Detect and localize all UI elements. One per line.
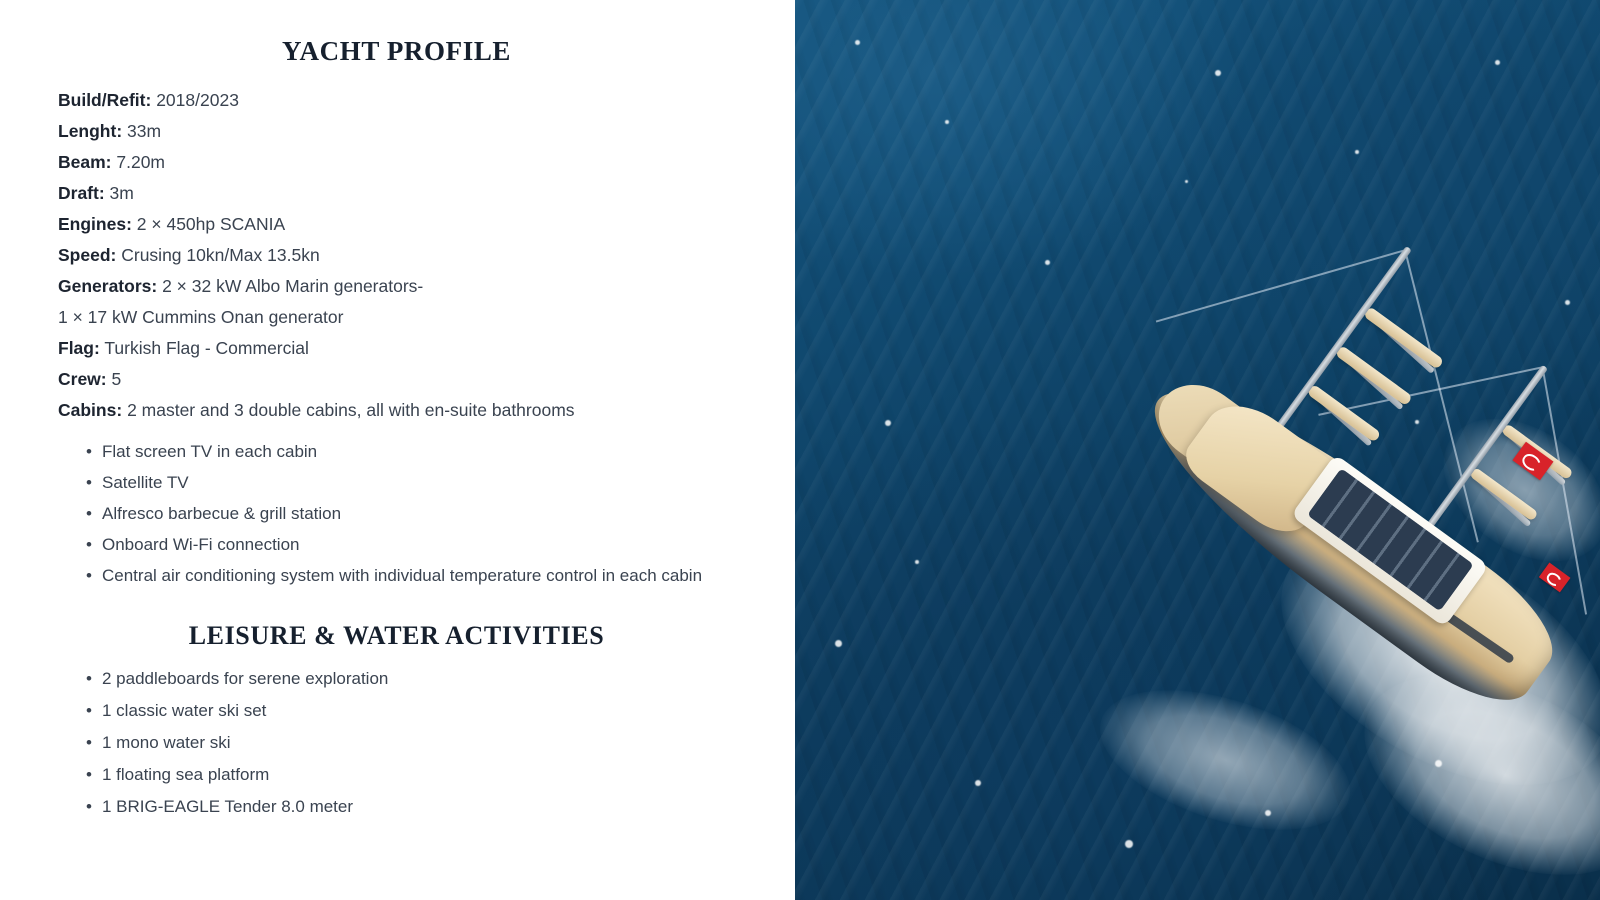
spec-label: Draft: bbox=[58, 183, 105, 203]
list-item: • Onboard Wi-Fi connection bbox=[86, 529, 735, 560]
furled-sail bbox=[1335, 345, 1413, 406]
spec-row bbox=[58, 116, 735, 147]
list-item: • Central air conditioning system with individual temperature control in each cabin bbox=[86, 560, 735, 591]
spec-row bbox=[58, 178, 735, 209]
text-column bbox=[0, 0, 795, 900]
spec-value: 3m bbox=[109, 183, 134, 203]
spec-label: Engines: bbox=[58, 214, 132, 234]
turkish-flag-stern bbox=[1539, 563, 1571, 593]
spec-value: 7.20m bbox=[116, 152, 166, 172]
spec-row bbox=[58, 271, 735, 302]
spec-label: Cabins: bbox=[58, 400, 123, 420]
spec-label: Build/Refit: bbox=[58, 90, 152, 110]
list-item: • Alfresco barbecue & grill station bbox=[86, 498, 735, 529]
spec-value: 33m bbox=[127, 121, 162, 141]
spec-value: 2018/2023 bbox=[156, 90, 239, 110]
page-title: YACHT PROFILE bbox=[281, 36, 512, 66]
spec-label: Crew: bbox=[58, 369, 107, 389]
spec-value: 2 × 450hp SCANIA bbox=[136, 214, 286, 234]
spec-value: 2 master and 3 double cabins, all with en-suite bathrooms bbox=[127, 400, 575, 420]
spec-value: Turkish Flag - Commercial bbox=[104, 338, 309, 358]
spec-label: Beam: bbox=[58, 152, 112, 172]
furled-sail bbox=[1469, 467, 1539, 522]
furled-sail bbox=[1363, 306, 1444, 370]
spec-value: 5 bbox=[111, 369, 122, 389]
spec-row bbox=[58, 147, 735, 178]
list-item: • 1 classic water ski set bbox=[86, 695, 735, 727]
generators-continued: 1 × 17 kW Cummins Onan generator bbox=[58, 307, 344, 327]
furled-sail bbox=[1306, 384, 1381, 443]
leisure-list bbox=[58, 663, 735, 823]
list-item: • 1 floating sea platform bbox=[86, 759, 735, 791]
spec-row bbox=[58, 240, 735, 271]
spec-value: Crusing 10kn/Max 13.5kn bbox=[121, 245, 320, 265]
yacht-photo bbox=[795, 0, 1600, 900]
list-item: • 1 BRIG-EAGLE Tender 8.0 meter bbox=[86, 791, 735, 823]
spec-row bbox=[58, 364, 735, 395]
list-item: • Flat screen TV in each cabin bbox=[86, 436, 735, 467]
spec-row bbox=[58, 333, 735, 364]
list-item: • Satellite TV bbox=[86, 467, 735, 498]
spec-row bbox=[58, 85, 735, 116]
leisure-title: LEISURE & WATER ACTIVITIES bbox=[188, 621, 605, 650]
list-item: • 2 paddleboards for serene exploration bbox=[86, 663, 735, 695]
spec-label: Flag: bbox=[58, 338, 100, 358]
spec-row bbox=[58, 395, 735, 426]
spec-value: 2 × 32 kW Albo Marin generators- bbox=[162, 276, 424, 296]
spec-label: Speed: bbox=[58, 245, 117, 265]
spec-row bbox=[58, 209, 735, 240]
spec-list bbox=[58, 85, 735, 426]
spec-label: Lenght: bbox=[58, 121, 123, 141]
list-item: • 1 mono water ski bbox=[86, 727, 735, 759]
amenities-list bbox=[58, 436, 735, 591]
spec-label: Generators: bbox=[58, 276, 158, 296]
